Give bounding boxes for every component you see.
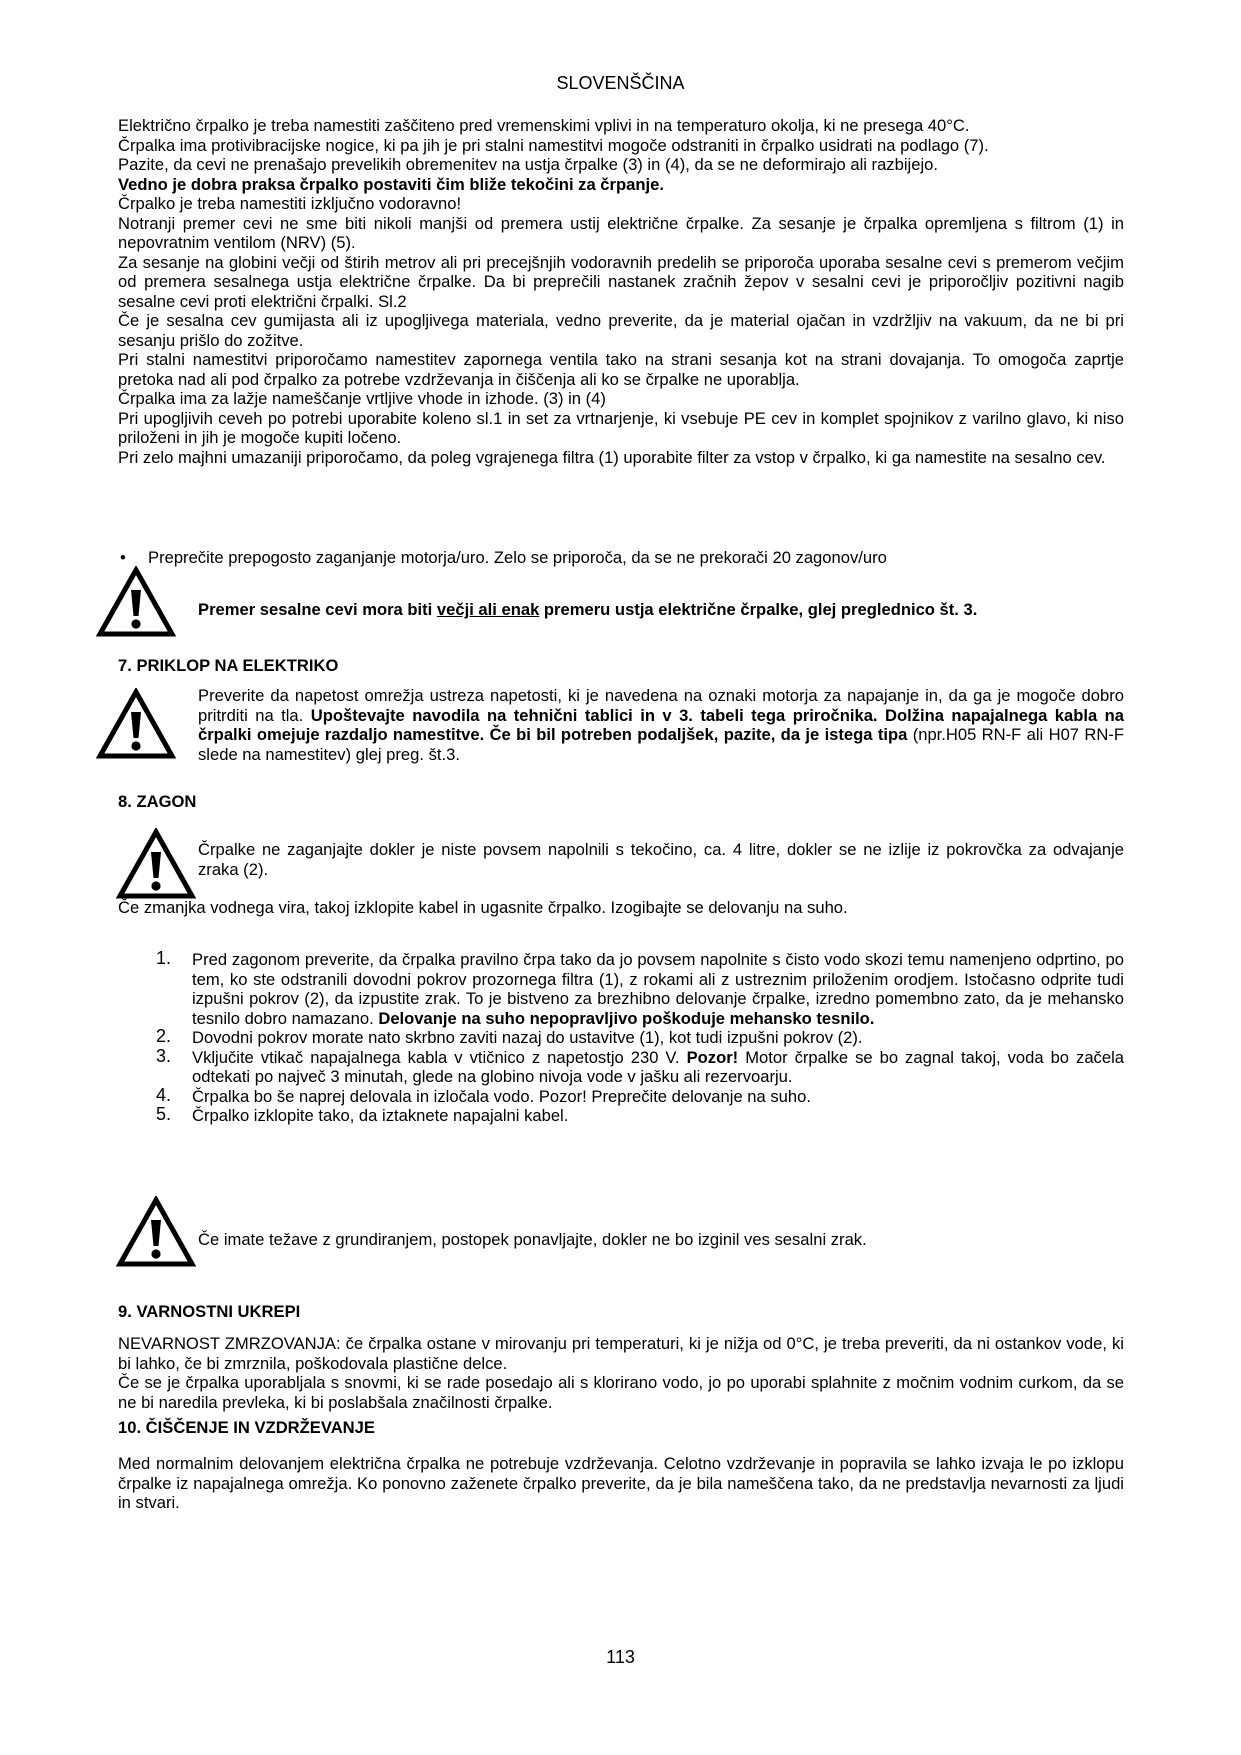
bullet-dot: • bbox=[120, 548, 126, 567]
intro-para-7: Pri zelo majhni umazaniji priporočamo, da poleg vgrajenega filtra (1) uporabite filter za vstop v črpalko, ki ga namestite na sesalno cev. bbox=[118, 447, 1106, 467]
section-10-text: Med normalnim delovanjem električna črpalka ne potrebuje vzdrževanja. Celotno vzdrževanje in popravila se lahko izvaja le po izklopu črpalke iz napajalnega omrežja. Ko ponovno zaženete črpalko preverite, da je bila nameščena tako, da ne predstavlja nevarnosti za ljudi in stvari. bbox=[118, 1454, 1124, 1512]
intro-section bbox=[118, 116, 1124, 467]
list-item bbox=[150, 1028, 1124, 1048]
section-9-para-1: NEVARNOST ZMRZOVANJA: če črpalka ostane v mirovanju pri temperaturi, ki je nižja od 0°C, je treba preveriti, da ni ostankov vode, ki bi lahko, če bi zmrznila, poškodovala plastične delce. bbox=[118, 1334, 1124, 1373]
warning-triangle-icon bbox=[116, 1196, 196, 1268]
warning-triangle-icon bbox=[96, 688, 176, 760]
intro-line-2: Črpalka ima protivibracijske nogice, ki pa jih je pri stalni namestitvi mogoče odstraniti in črpalko usidrati na podlago (7). bbox=[118, 135, 989, 155]
page-number: 113 bbox=[606, 1647, 635, 1667]
intro-line-3: Pazite, da cevi ne prenašajo prevelikih obremenitev na ustja črpalke (3) in (4), da se ne deformirajo ali razbijejo. bbox=[118, 155, 938, 174]
step-text: Dovodni pokrov morate nato skrbno zaviti nazaj do ustavitve (1), kot tudi izpušni pokrov (2). bbox=[192, 1028, 863, 1047]
step-text: Črpalka bo še naprej delovala in izločala vodo. Pozor! Preprečite delovanje na suho. bbox=[192, 1086, 811, 1106]
warning-text-b: premeru ustja električne črpalke, glej preglednico št. 3. bbox=[539, 600, 978, 619]
section-9-para-2: Če se je črpalka uporabljala s snovmi, ki se rade posedajo ali s klorirano vodo, jo po uporabi splahnite z močnim vodnim curkom, da se ne bi naredila prevleka, ki bi poslabšala značilnosti črpalke. bbox=[118, 1373, 1124, 1412]
step-number: 3. bbox=[156, 1045, 172, 1066]
section-9-title: 9. VARNOSTNI UKREPI bbox=[118, 1302, 301, 1321]
startup-steps-list bbox=[150, 950, 1124, 1126]
section-7-title: 7. PRIKLOP NA ELEKTRIKO bbox=[118, 656, 339, 675]
priming-warning: Če imate težave z grundiranjem, postopek ponavljajte, dokler ne bo izginil ves sesalni zrak. bbox=[198, 1230, 867, 1249]
step-number: 5. bbox=[156, 1104, 172, 1124]
intro-para-4: Pri stalni namestitvi priporočamo namestitev zapornega ventila tako na strani sesanja kot na strani dovajanja. To omogoča zaprtje pretoka nad ali pod črpalko za potrebe vzdrževanja in čiščenja ali ko se črpalke ne uporablja. bbox=[118, 350, 1124, 389]
section-7-text bbox=[198, 686, 1124, 764]
intro-para-5: Črpalka ima za lažje nameščanje vrtljive vhode in izhode. (3) in (4) bbox=[118, 389, 606, 408]
section-7-text-1: Preverite da napetost omrežja ustreza napetosti, ki je navedena na oznaki motorja za napajanje in, da ga je mogoče dobro pritrditi na tla. bbox=[198, 686, 1124, 725]
warning-text-underlined: večji ali enak bbox=[436, 600, 540, 619]
warning-text-a: Premer sesalne cevi mora biti bbox=[198, 600, 437, 619]
list-item bbox=[150, 1084, 1124, 1107]
section-8-warning: Črpalke ne zaganjajte dokler je niste povsem napolnili s tekočino, ca. 4 litre, dokler se ne izlije iz pokrovčka za odvajanje zraka (2). bbox=[198, 840, 1124, 879]
warning-triangle-icon bbox=[96, 566, 176, 638]
step-text: Črpalko izklopite tako, da iztaknete napajalni kabel. bbox=[192, 1106, 569, 1125]
intro-para-3: Če je sesalna cev gumijasta ali iz upogljivega materiala, vedno preverite, da je material ojačan in vzdržljiv na vakuum, da ne bi pri sesanju prišlo do zožitve. bbox=[118, 311, 1124, 350]
step-number: 1. bbox=[156, 948, 172, 968]
section-10-title: 10. ČIŠČENJE IN VZDRŽEVANJE bbox=[118, 1418, 375, 1437]
list-item bbox=[150, 1045, 1124, 1087]
step-text: Pred zagonom preverite, da črpalka pravilno črpa tako da jo povsem napolnite s čisto vodo skozi temu namenjeno odprtino, po tem, ko ste odstranili dovodni pokrov prozornega filtra (1), z rokami ali z ustreznim priloženim orodjem. Istočasno odprite tudi izpušni pokrov (2), da izpustite zrak. To je bistveno za brezhibno delovanje črpalke, izredno pomembno zato, da je mehansko tesnilo dobro namazano. bbox=[192, 950, 1124, 1028]
language-heading: SLOVENŠČINA bbox=[556, 73, 685, 93]
section-7-text-2: (npr.H05 RN-F ali H07 RN-F slede na namestitev) glej preg. št.3. bbox=[198, 725, 1124, 764]
intro-line-1: Električno črpalko je treba namestiti zaščiteno pred vremenskimi vplivi in na temperaturo okolja, ki ne presega 40°C. bbox=[118, 116, 970, 135]
intro-para-6: Pri upogljivih ceveh po potrebi uporabite koleno sl.1 in set za vrtnarjenje, ki vsebuje PE cev in komplet spojnikov z varilno glavo, ki niso priloženi in jih je mogoče kupiti ločeno. bbox=[118, 408, 1124, 447]
warning-suction-pipe bbox=[198, 600, 1124, 620]
intro-line-4: Vedno je dobra praksa črpalko postaviti čim bliže tekočini za črpanje. bbox=[118, 174, 664, 194]
step-bold: Pozor! bbox=[686, 1047, 739, 1067]
step-number: 2. bbox=[156, 1026, 172, 1046]
section-8-note: Če zmanjka vodnega vira, takoj izklopite kabel in ugasnite črpalko. Izogibajte se delovanju na suho. bbox=[118, 898, 848, 917]
intro-para-2: Za sesanje na globini večji od štirih metrov ali pri precejšnjih vodoravnih predelih se priporoča uporaba sesalne cevi s premerom večjim od premera sesalnega ustja električne črpalke. Da bi preprečili nastanek zračnih žepov v sesalni cevi je priporočljiv pozitivni nagib sesalne cevi proti električni črpalki. Sl.2 bbox=[118, 252, 1124, 311]
step-text-after: Motor črpalke se bo zagnal takoj, voda bo začela odtekati po največ 3 minutah, glede na globino nivoja vode v jašku ali rezervoarju. bbox=[192, 1047, 1124, 1086]
intro-line-5: Črpalko je treba namestiti izključno vodoravno! bbox=[118, 194, 462, 213]
intro-para-1: Notranji premer cevi ne sme biti nikoli manjši od premera ustij električne črpalke. Za sesanje je črpalka opremljena s filtrom (1) in nepovratnim ventilom (NRV) (5). bbox=[118, 213, 1124, 252]
step-bold: Delovanje na suho nepopravljivo poškoduje mehansko tesnilo. bbox=[378, 1008, 875, 1028]
list-item bbox=[150, 950, 1124, 1028]
section-7-bold: Upoštevajte navodila na tehnični tablici in v 3. tabeli tega priročnika. Dolžina napajalnega kabla na črpalki omejuje razdaljo namestitve. Če bi bil potreben podaljšek, pazite, da je istega tipa bbox=[198, 705, 1125, 744]
warning-triangle-icon bbox=[116, 828, 196, 900]
bullet-text: Preprečite prepogosto zaganjanje motorja/uro. Zelo se priporoča, da se ne prekorači 20 zagonov/uro bbox=[148, 548, 887, 567]
section-9-text bbox=[118, 1334, 1124, 1412]
step-text: Vključite vtikač napajalnega kabla v vtičnico z napetostjo 230 V. bbox=[192, 1047, 687, 1067]
step-number: 4. bbox=[156, 1084, 172, 1105]
list-item bbox=[150, 1106, 1124, 1126]
section-8-title: 8. ZAGON bbox=[118, 792, 197, 811]
